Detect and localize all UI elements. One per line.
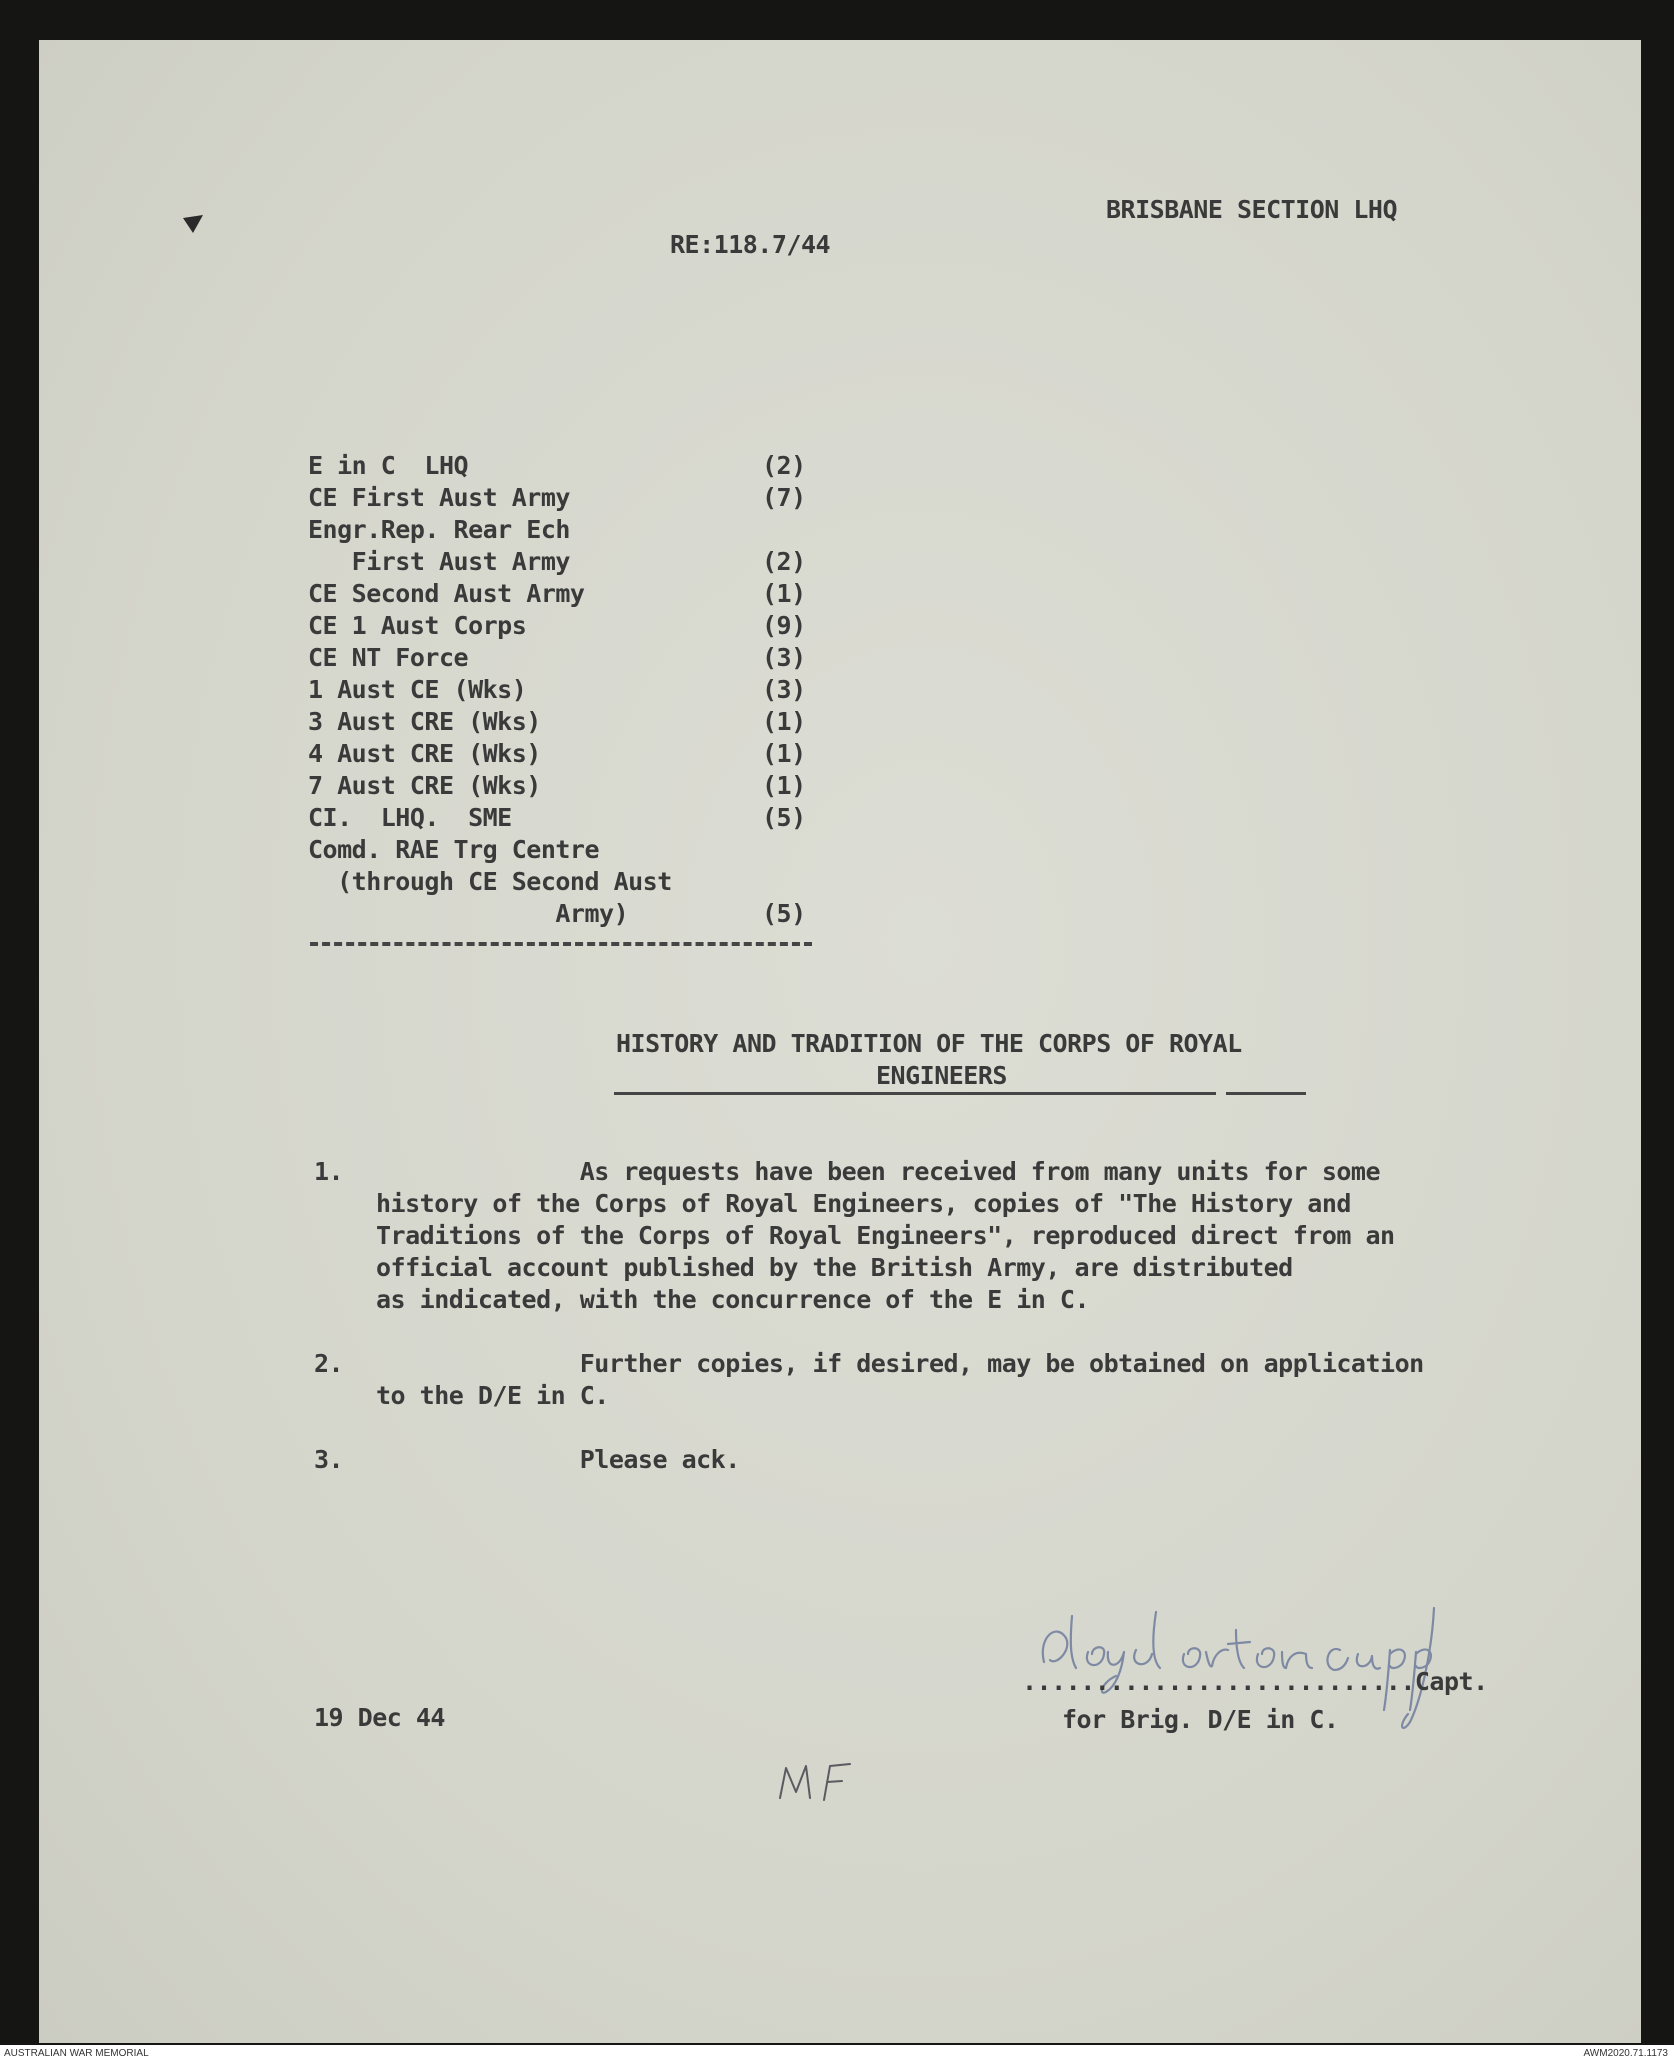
subject-title: HISTORY AND TRADITION OF THE CORPS OF ROYAL: [616, 1029, 1242, 1058]
distribution-count: (2): [762, 451, 806, 480]
distribution-count: (2): [762, 547, 806, 576]
subject-underline: [614, 1092, 1216, 1095]
distribution-count: (3): [762, 675, 806, 704]
punch-mark-icon: [182, 214, 204, 234]
distribution-name: Army): [308, 899, 629, 928]
file-reference: RE:118.7/44: [670, 230, 831, 259]
archive-reference: AWM2020.71.1173: [1583, 2048, 1668, 2059]
distribution-count: (9): [762, 611, 806, 640]
distribution-name: Comd. RAE Trg Centre: [308, 835, 600, 864]
distribution-count: (1): [762, 739, 806, 768]
distribution-count: (3): [762, 643, 806, 672]
distribution-name: Engr.Rep. Rear Ech: [308, 515, 570, 544]
distribution-name: CE 1 Aust Corps: [308, 611, 527, 640]
paragraph-line: as indicated, with the concurrence of the E in C.: [376, 1285, 1090, 1314]
distribution-name: CI. LHQ. SME: [308, 803, 512, 832]
distribution-count: (5): [762, 803, 806, 832]
paragraph-line: Further copies, if desired, may be obtained on application: [376, 1349, 1424, 1378]
paragraph-line: Traditions of the Corps of Royal Engineers", reproduced direct from an: [376, 1221, 1395, 1250]
signature-line: ...........................Capt.: [1022, 1667, 1488, 1696]
paragraph-number: 2.: [314, 1349, 344, 1378]
distribution-count: (7): [762, 483, 806, 512]
subject-underline: [1226, 1092, 1306, 1095]
distribution-name: 7 Aust CRE (Wks): [308, 771, 541, 800]
handwritten-initials: [776, 1758, 856, 1804]
distribution-name: First Aust Army: [308, 547, 570, 576]
distribution-count: (5): [762, 899, 806, 928]
paragraph-line: history of the Corps of Royal Engineers, copies of "The History and: [376, 1189, 1351, 1218]
distribution-divider: [310, 942, 812, 946]
distribution-name: E in C LHQ: [308, 451, 469, 480]
distribution-name: 3 Aust CRE (Wks): [308, 707, 541, 736]
paragraph-number: 3.: [314, 1445, 344, 1474]
signature-block: for Brig. D/E in C.: [1062, 1705, 1339, 1734]
subject-title-continued: ENGINEERS: [876, 1061, 1007, 1090]
distribution-name: (through CE Second Aust: [308, 867, 672, 896]
distribution-count: (1): [762, 771, 806, 800]
distribution-name: 1 Aust CE (Wks): [308, 675, 527, 704]
paragraph-line: official account published by the British Army, are distributed: [376, 1253, 1293, 1282]
distribution-count: (1): [762, 579, 806, 608]
archive-footer: [0, 2045, 1674, 2061]
document-date: 19 Dec 44: [314, 1703, 445, 1732]
paragraph-line: Please ack.: [376, 1445, 740, 1474]
distribution-name: CE Second Aust Army: [308, 579, 585, 608]
paragraph-line: to the D/E in C.: [376, 1381, 609, 1410]
letterhead-unit: BRISBANE SECTION LHQ: [1106, 195, 1398, 224]
paragraph-line: As requests have been received from many units for some: [376, 1157, 1381, 1186]
distribution-count: (1): [762, 707, 806, 736]
distribution-name: CE NT Force: [308, 643, 469, 672]
distribution-name: CE First Aust Army: [308, 483, 570, 512]
archive-name: AUSTRALIAN WAR MEMORIAL: [4, 2048, 149, 2059]
paragraph-number: 1.: [314, 1157, 344, 1186]
distribution-name: 4 Aust CRE (Wks): [308, 739, 541, 768]
